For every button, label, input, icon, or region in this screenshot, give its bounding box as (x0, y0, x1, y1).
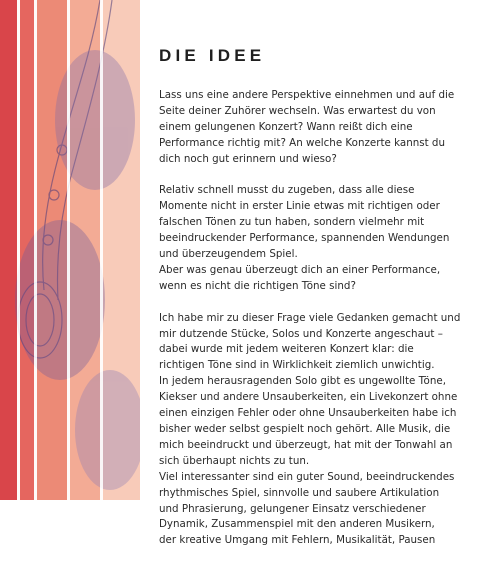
text-line: Performance richtig mit? An welche Konzerte kannst du (159, 136, 445, 149)
text-line: mir dutzende Stücke, Solos und Konzerte angeschaut – (159, 327, 443, 340)
text-line: beeindruckender Performance, spannenden Wendungen (159, 232, 450, 245)
white-gap-3 (67, 0, 70, 500)
text-line: wenn es nicht die richtigen Töne sind? (159, 279, 356, 292)
page-title: DIE IDEE (159, 46, 266, 65)
text-line: Viel interessanter sind ein guter Sound, beeindruckendes (159, 470, 455, 483)
text-line: Ich habe mir zu dieser Frage viele Gedanken gemacht und (159, 311, 461, 324)
white-gap-2 (34, 0, 37, 500)
text-line: der kreative Umgang mit Fehlern, Musikalität, Pausen (159, 534, 436, 547)
text-line: Dynamik, Zusammenspiel mit den anderen Musikern, (159, 518, 435, 531)
text-line: Aber was genau überzeugt dich an einer Performance, (159, 263, 441, 276)
text-line: Seite deiner Zuhörer wechseln. Was erwartest du von (159, 104, 436, 117)
text-line: sich überhaupt nichts zu tun. (159, 454, 310, 467)
text-line: falschen Tönen zu tun haben, sondern vielmehr mit (159, 216, 425, 229)
text-line: dich noch gut erinnern und wieso? (159, 152, 337, 165)
stripe-red (0, 0, 17, 500)
article (159, 46, 484, 565)
text-line: einen einzigen Fehler oder ohne Unsauberkeiten habe ich (159, 407, 457, 420)
text-line: und Phrasierung, gelungener Einsatz verschiedener (159, 502, 426, 515)
paragraph (159, 88, 484, 168)
white-gap-4 (100, 0, 103, 500)
text-line: rhythmisches Spiel, sinnvolle und saubere Artikulation (159, 486, 440, 499)
text-line: Kiekser und andere Unsauberkeiten, ein Livekonzert ohne (159, 391, 458, 404)
article-body (159, 88, 484, 549)
text-line: Relativ schnell musst du zugeben, dass alle diese (159, 184, 415, 197)
text-line: bisher weder selbst gespielt noch gehört. Alle Musik, die (159, 423, 451, 435)
white-gap-1 (17, 0, 20, 500)
text-line: einem gelungenen Konzert? Wann reißt dich eine (159, 120, 413, 133)
text-line: In jedem herausragenden Solo gibt es ungewollte Töne, (159, 375, 446, 388)
text-line: Momente nicht in erster Linie etwas mit richtigen oder (159, 200, 440, 213)
text-line: Lass uns eine andere Perspektive einnehmen und auf die (159, 89, 455, 101)
paragraph (159, 311, 484, 550)
text-line: dabei wurde mit jedem weiteren Konzert klar: die (159, 343, 414, 356)
text-line: mich beeindruckt und überzeugt, hat mit der Tonwahl an (159, 438, 453, 451)
text-line: und überzeugendem Spiel. (159, 248, 298, 261)
saxophone-artwork (0, 0, 140, 500)
text-line: richtigen Töne sind in Wirklichkeit ziemlich unwichtig. (159, 359, 435, 372)
paragraph (159, 183, 484, 294)
